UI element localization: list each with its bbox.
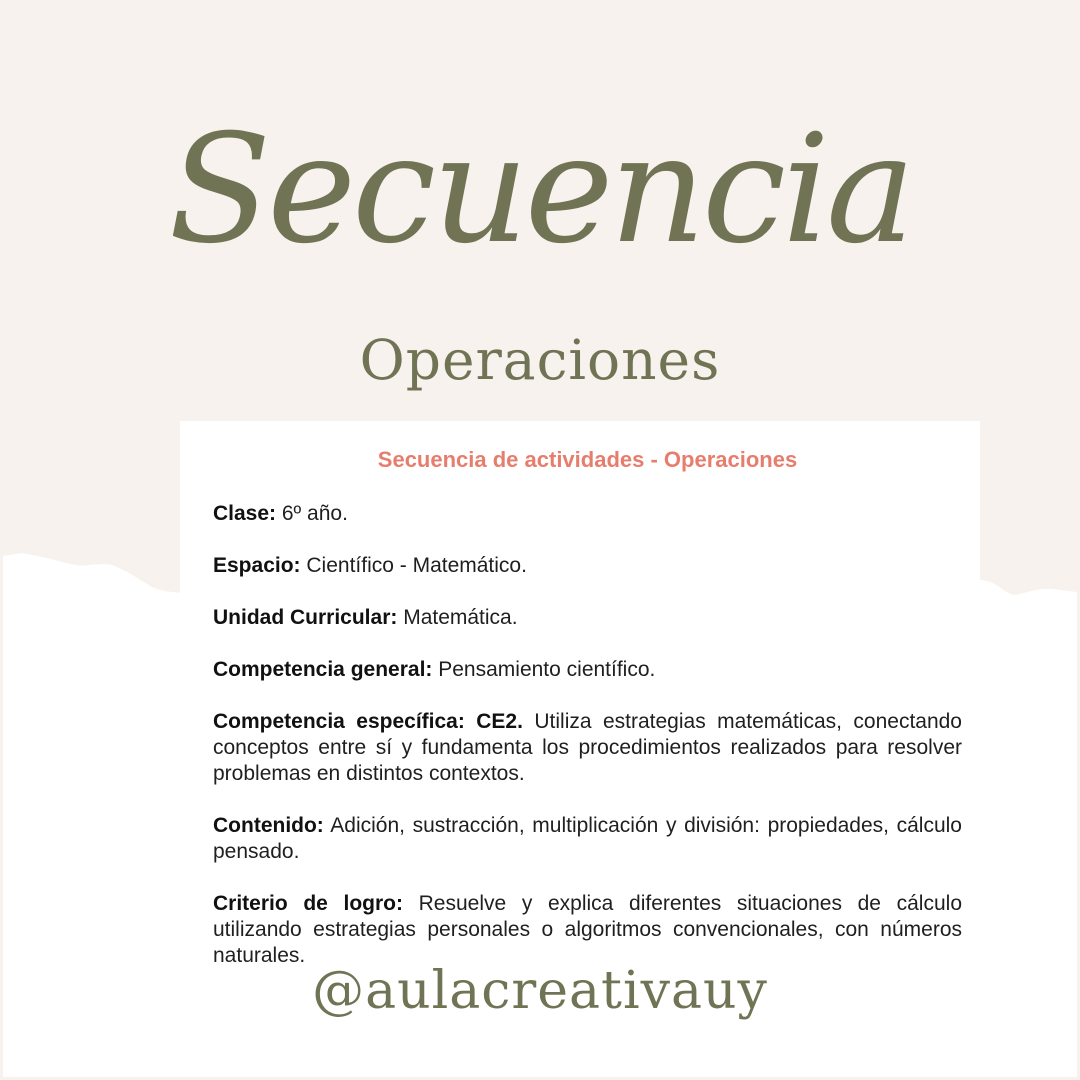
field-text: Pensamiento científico. (438, 658, 656, 681)
field-text: 6º año. (281, 502, 348, 525)
field-label: Espacio: (213, 554, 301, 577)
field-label: Criterio de logro: (213, 892, 403, 915)
field-label: Competencia general: (213, 658, 433, 681)
field-text: Científico - Matemático. (306, 554, 527, 577)
field-competencia-general (213, 657, 962, 683)
field-criterio-de-logro (213, 891, 962, 969)
field-label: Contenido: (213, 814, 324, 837)
field-unidad-curricular (213, 605, 962, 631)
field-contenido (213, 813, 962, 865)
subtitle: Operaciones (359, 328, 721, 392)
field-text: Adición, sustracción, multiplicación y división: propiedades, cálculo pensado. (213, 814, 962, 863)
field-competencia-especifica (213, 709, 962, 787)
document-card (180, 421, 980, 967)
field-clase (213, 501, 962, 527)
field-label: Clase: (213, 502, 277, 525)
title-script: Secuencia (168, 103, 912, 277)
footer-handle: @aulacreativauy (312, 961, 768, 1021)
field-text: Matemática. (403, 606, 518, 629)
field-text: Utiliza estrategias matemáticas, conectando conceptos entre sí y fundamenta los procedimientos realizados para resolver problemas en distintos contextos. (213, 710, 962, 785)
field-text: Resuelve y explica diferentes situaciones de cálculo utilizando estrategias personales o algoritmos convencionales, con números naturales. (213, 892, 962, 967)
field-label: Unidad Curricular: (213, 606, 398, 629)
document-title: Secuencia de actividades - Operaciones (377, 447, 798, 472)
field-espacio (213, 553, 962, 579)
field-label: Competencia específica: CE2. (213, 710, 523, 733)
